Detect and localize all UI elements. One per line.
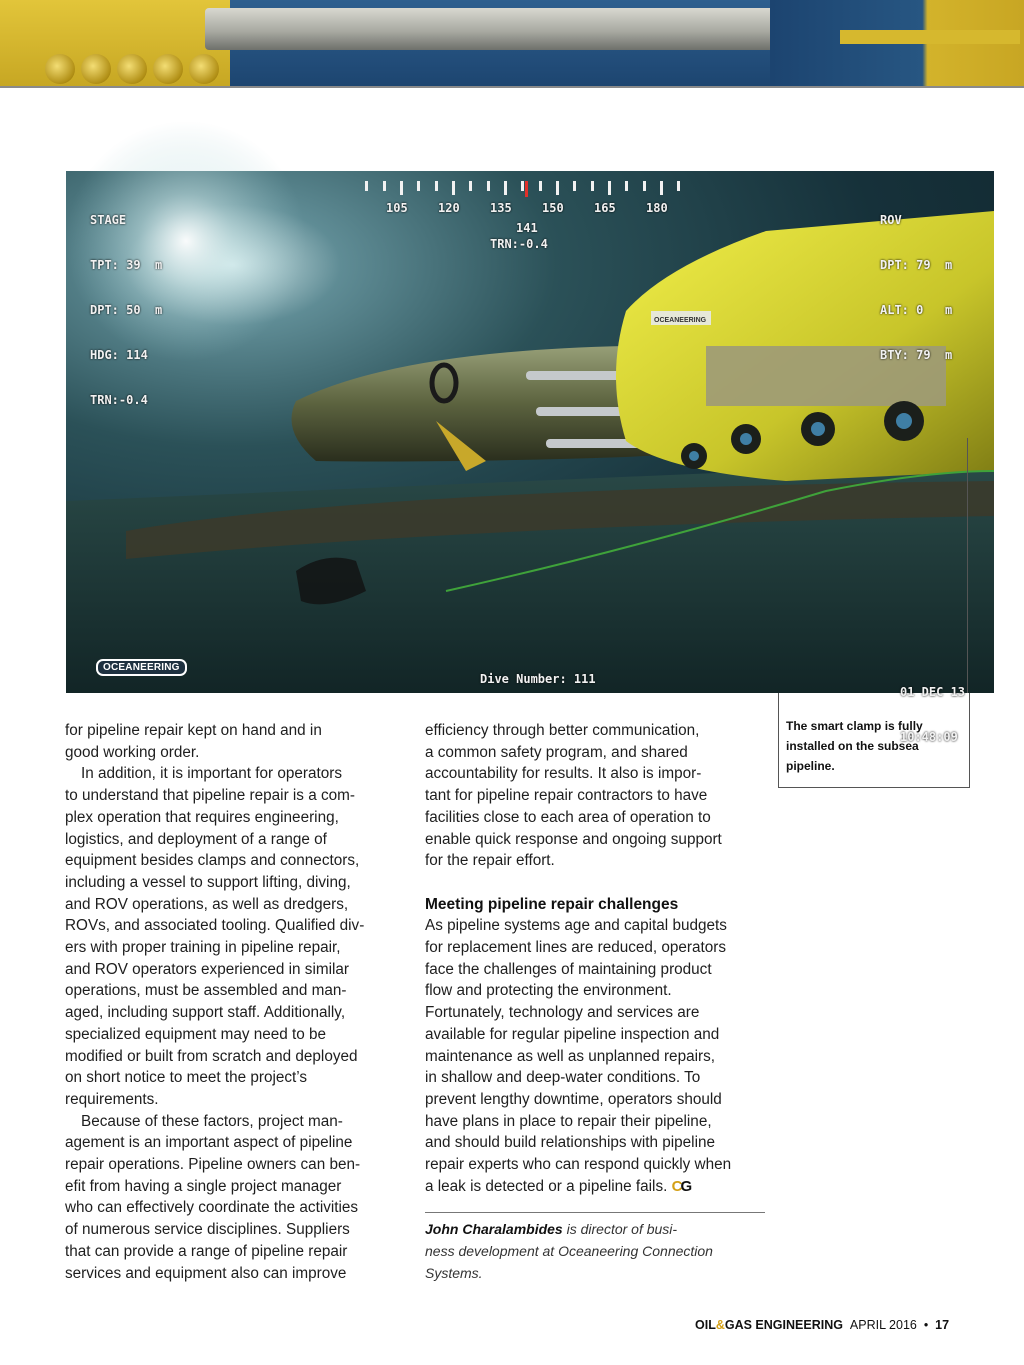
compass-tick bbox=[417, 181, 420, 191]
page-footer bbox=[695, 1318, 985, 1332]
compass-number: 120 bbox=[438, 201, 460, 215]
magazine-name bbox=[695, 1318, 843, 1332]
body-line: and should build relationships with pipeline bbox=[425, 1134, 715, 1152]
compass-tick bbox=[452, 181, 455, 195]
pipe-section bbox=[205, 8, 845, 50]
body-column-1 bbox=[65, 720, 410, 1284]
body-line: available for regular pipeline inspection and bbox=[425, 1025, 720, 1043]
body-line: a common safety program, and shared bbox=[425, 743, 688, 761]
mag-amp: & bbox=[715, 1318, 725, 1332]
compass-number: 105 bbox=[386, 201, 408, 215]
bolt bbox=[45, 54, 75, 84]
compass-tick bbox=[591, 181, 594, 191]
hud-stage-readout bbox=[90, 183, 162, 438]
end-mark-logo bbox=[672, 1178, 691, 1195]
time: 10:48:09 bbox=[900, 730, 958, 744]
compass-tick bbox=[504, 181, 507, 195]
compass-tick bbox=[660, 181, 663, 195]
body-line: of numerous service disciplines. Suppliers bbox=[65, 1221, 350, 1239]
footer-separator: • bbox=[923, 1318, 929, 1332]
body-line: and ROV operations, as well as dredgers, bbox=[65, 895, 349, 913]
end-mark-g: G bbox=[680, 1177, 691, 1195]
hud-line: DPT: 50 m bbox=[90, 303, 163, 317]
body-line: ers with proper training in pipeline repair, bbox=[65, 939, 341, 957]
caption-line: The smart clamp is fully bbox=[786, 719, 923, 733]
oceaneering-badge: OCEANEERING bbox=[96, 659, 187, 676]
body-line: repair experts who can respond quickly when bbox=[425, 1156, 732, 1174]
body-line: aged, including support staff. Additionally, bbox=[65, 1004, 346, 1022]
compass-tick bbox=[400, 181, 403, 195]
column-2-body bbox=[425, 915, 770, 1175]
body-line: modified or built from scratch and deployed bbox=[65, 1047, 358, 1065]
section-subhead: Meeting pipeline repair challenges bbox=[425, 895, 679, 913]
body-line: accountability for results. It also is impor- bbox=[425, 765, 702, 783]
body-line: have plans in place to repair their pipeline, bbox=[425, 1112, 712, 1130]
body-line: flow and protecting the environment. bbox=[425, 982, 672, 1000]
compass-number: 135 bbox=[490, 201, 512, 215]
caption-line: pipeline. bbox=[786, 759, 835, 773]
caption-leader-line bbox=[967, 438, 968, 693]
body-line: facilities close to each area of operation to bbox=[425, 808, 711, 826]
compass-ticks bbox=[370, 179, 680, 195]
body-line: repair operations. Pipeline owners can ben- bbox=[65, 1156, 361, 1174]
body-line: tant for pipeline repair contractors to have bbox=[425, 787, 708, 805]
mag-oil: OIL bbox=[695, 1318, 716, 1332]
body-line: requirements. bbox=[65, 1090, 159, 1108]
compass-tick bbox=[469, 181, 472, 191]
body-line: specialized equipment may need to be bbox=[65, 1025, 327, 1043]
body-line: Because of these factors, project man- bbox=[81, 1112, 343, 1130]
compass-heading: 141 bbox=[516, 221, 538, 235]
compass-heading-marker bbox=[525, 181, 528, 197]
author-name: John Charalambides bbox=[425, 1221, 563, 1237]
photo-caption bbox=[786, 716, 961, 776]
compass-tick bbox=[556, 181, 559, 195]
compass-tick bbox=[487, 181, 490, 191]
compass-tick bbox=[643, 181, 646, 191]
body-line bbox=[425, 1176, 770, 1198]
compass-tick bbox=[608, 181, 611, 195]
hud-line: DPT: 79 m bbox=[880, 258, 953, 272]
compass-numbers bbox=[366, 201, 696, 217]
body-line: logistics, and deployment of a range of bbox=[65, 830, 327, 848]
body-line: agement is an important aspect of pipeline bbox=[65, 1134, 353, 1152]
issue-date: APRIL 2016 bbox=[849, 1318, 917, 1332]
mag-gas: GAS ENGINEERING bbox=[724, 1318, 843, 1332]
body-line: operations, must be assembled and man- bbox=[65, 982, 347, 1000]
body-line: including a vessel to support lifting, diving, bbox=[65, 873, 351, 891]
clamp-bolt-cap bbox=[740, 433, 752, 445]
compass-number: 165 bbox=[594, 201, 616, 215]
body-line: In addition, it is important for operators bbox=[81, 765, 343, 783]
bolt-row bbox=[45, 48, 245, 86]
bio-divider bbox=[425, 1212, 765, 1213]
clamp-label: OCEANEERING bbox=[654, 317, 707, 324]
compass-tick bbox=[435, 181, 438, 191]
page-number: 17 bbox=[935, 1318, 950, 1332]
bolt bbox=[189, 54, 219, 84]
body-line: maintenance as well as unplanned repairs, bbox=[425, 1047, 715, 1065]
author-bio bbox=[425, 1218, 770, 1284]
hud-line: BTY: 79 m bbox=[880, 348, 953, 362]
body-line: for replacement lines are reduced, operators bbox=[425, 939, 727, 957]
body-line: to understand that pipeline repair is a com- bbox=[65, 787, 355, 805]
body-column-2 bbox=[425, 720, 770, 1197]
clamp-bolt-cap bbox=[689, 451, 699, 461]
top-divider bbox=[0, 86, 1024, 88]
column-2-intro bbox=[425, 720, 770, 872]
body-line: efficiency through better communication, bbox=[425, 722, 700, 739]
body-line: services and equipment also can improve bbox=[65, 1264, 347, 1282]
compass-tick bbox=[625, 181, 628, 191]
body-line: enable quick response and ongoing support bbox=[425, 830, 722, 848]
caption-line: installed on the subsea bbox=[786, 739, 919, 753]
last-line-text: a leak is detected or a pipeline fails. bbox=[425, 1177, 668, 1195]
hud-rov-readout bbox=[880, 183, 952, 393]
body-line: for pipeline repair kept on hand and in bbox=[65, 722, 322, 739]
hud-line: HDG: 114 bbox=[90, 348, 148, 362]
body-line: on short notice to meet the project’s bbox=[65, 1069, 308, 1087]
bolt bbox=[153, 54, 183, 84]
bolt bbox=[81, 54, 111, 84]
body-line: good working order. bbox=[65, 743, 200, 761]
body-line: equipment besides clamps and connectors, bbox=[65, 852, 360, 870]
body-line: in shallow and deep-water conditions. To bbox=[425, 1069, 701, 1087]
bolt bbox=[117, 54, 147, 84]
paragraph-spacer bbox=[425, 872, 770, 894]
top-photo-strip bbox=[0, 0, 1024, 86]
hud-line: ALT: 0 m bbox=[880, 303, 953, 317]
clamp-bolt-cap bbox=[811, 422, 825, 436]
body-line: prevent lengthy downtime, operators should bbox=[425, 1090, 722, 1108]
compass-tick bbox=[677, 181, 680, 191]
hud-compass bbox=[366, 177, 696, 257]
end-mark-o: C bbox=[671, 1177, 681, 1195]
body-line: and ROV operators experienced in similar bbox=[65, 960, 349, 978]
body-line: who can effectively coordinate the activities bbox=[65, 1199, 359, 1217]
body-line: ROVs, and associated tooling. Qualified div- bbox=[65, 917, 365, 935]
body-line: for the repair effort. bbox=[425, 852, 555, 870]
clamp-bolt-cap bbox=[896, 413, 912, 429]
body-line: efit from having a single project manager bbox=[65, 1177, 342, 1195]
compass-tick bbox=[365, 181, 368, 191]
hud-line: TPT: 39 m bbox=[90, 258, 163, 272]
compass-tick bbox=[573, 181, 576, 191]
date: 01 DEC 13 bbox=[900, 685, 966, 699]
body-line: that can provide a range of pipeline repair bbox=[65, 1242, 348, 1260]
body-line: As pipeline systems age and capital budgets bbox=[425, 917, 727, 935]
compass-turn: TRN:-0.4 bbox=[490, 237, 548, 251]
compass-number: 180 bbox=[646, 201, 668, 215]
body-line: face the challenges of maintaining product bbox=[425, 960, 712, 978]
body-line: Fortunately, technology and services are bbox=[425, 1004, 700, 1022]
hud-line: ROV bbox=[880, 213, 902, 227]
compass-tick bbox=[383, 181, 386, 191]
bio-text: is director of busi- bbox=[562, 1221, 678, 1237]
support-beam bbox=[840, 30, 1020, 44]
hud-line: STAGE bbox=[90, 213, 127, 227]
bio-line: ness development at Oceaneering Connection bbox=[425, 1243, 713, 1259]
dive-number: Dive Number: 111 bbox=[480, 672, 596, 686]
hud-line: TRN:-0.4 bbox=[90, 393, 148, 407]
bio-line bbox=[425, 1218, 770, 1240]
compass-number: 150 bbox=[542, 201, 564, 215]
bio-line: Systems. bbox=[425, 1265, 483, 1281]
compass-tick bbox=[539, 181, 542, 191]
body-line: plex operation that requires engineering, bbox=[65, 808, 339, 826]
